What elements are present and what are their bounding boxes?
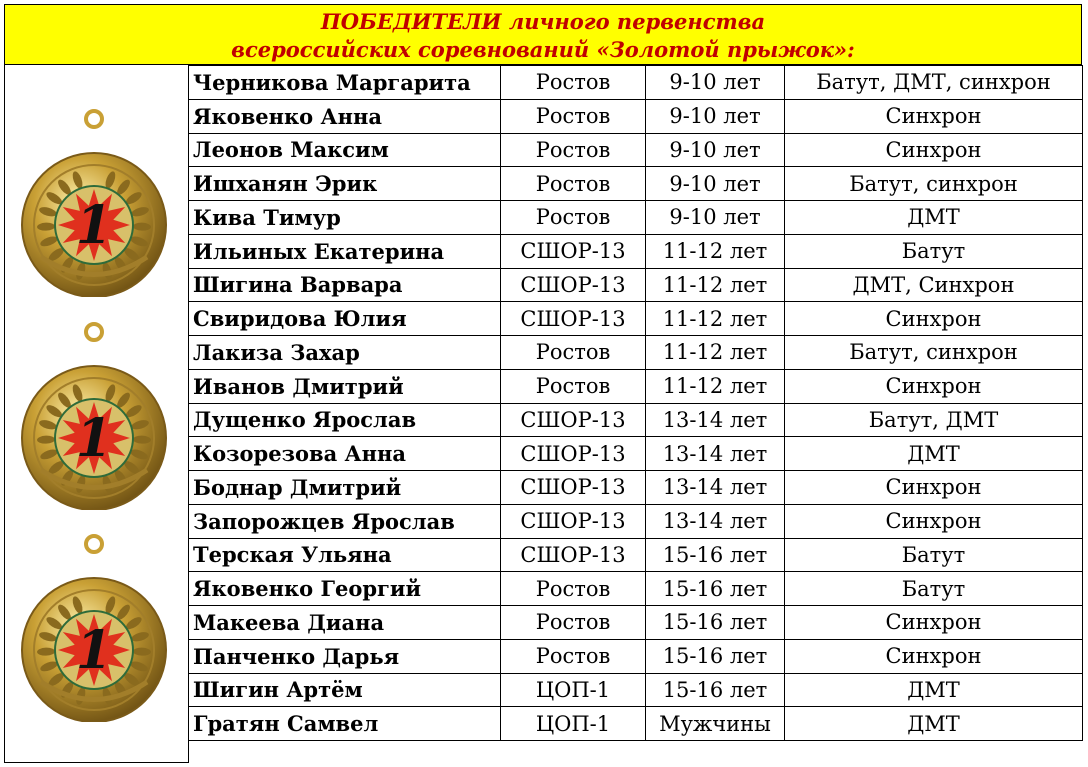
gold-medal-icon xyxy=(19,320,169,510)
club-cell: Ростов xyxy=(501,572,646,606)
table-row xyxy=(189,99,1083,133)
gold-medal-icon xyxy=(19,532,169,722)
winner-name: Иванов Дмитрий xyxy=(189,369,501,403)
club-cell: Ростов xyxy=(501,66,646,100)
winner-name: Дущенко Ярослав xyxy=(189,403,501,437)
winner-name: Ильиных Екатерина xyxy=(189,234,501,268)
winner-name: Макеева Диана xyxy=(189,606,501,640)
winner-name: Свиридова Юлия xyxy=(189,302,501,336)
winner-name: Боднар Дмитрий xyxy=(189,471,501,505)
age-group-cell: 13-14 лет xyxy=(646,403,785,437)
age-group-cell: 11-12 лет xyxy=(646,302,785,336)
table-row xyxy=(189,504,1083,538)
header-line-2: всероссийских соревнований «Золотой прыжок»: xyxy=(231,37,855,62)
club-cell: Ростов xyxy=(501,99,646,133)
age-group-cell: 9-10 лет xyxy=(646,201,785,235)
club-cell: Ростов xyxy=(501,336,646,370)
table-row xyxy=(189,471,1083,505)
discipline-cell: Батут xyxy=(785,572,1083,606)
club-cell: СШОР-13 xyxy=(501,403,646,437)
winner-name: Козорезова Анна xyxy=(189,437,501,471)
discipline-cell: Синхрон xyxy=(785,471,1083,505)
winners-table-body xyxy=(189,66,1083,741)
page-header xyxy=(4,4,1082,65)
winner-name: Лакиза Захар xyxy=(189,336,501,370)
club-cell: СШОР-13 xyxy=(501,268,646,302)
table-row xyxy=(189,336,1083,370)
discipline-cell: Батут, ДМТ, синхрон xyxy=(785,66,1083,100)
discipline-cell: Синхрон xyxy=(785,369,1083,403)
age-group-cell: 9-10 лет xyxy=(646,99,785,133)
table-row xyxy=(189,639,1083,673)
table-row xyxy=(189,302,1083,336)
winner-name: Шигина Варвара xyxy=(189,268,501,302)
winner-name: Терская Ульяна xyxy=(189,538,501,572)
age-group-cell: 13-14 лет xyxy=(646,504,785,538)
discipline-cell: Батут xyxy=(785,234,1083,268)
svg-text:1: 1 xyxy=(75,195,113,256)
age-group-cell: 11-12 лет xyxy=(646,234,785,268)
table-row xyxy=(189,268,1083,302)
winner-name: Шигин Артём xyxy=(189,673,501,707)
winner-name: Леонов Максим xyxy=(189,133,501,167)
table-row xyxy=(189,66,1083,100)
discipline-cell: ДМТ xyxy=(785,437,1083,471)
table-row xyxy=(189,234,1083,268)
club-cell: Ростов xyxy=(501,606,646,640)
club-cell: СШОР-13 xyxy=(501,437,646,471)
age-group-cell: 11-12 лет xyxy=(646,369,785,403)
age-group-cell: 15-16 лет xyxy=(646,572,785,606)
winner-name: Ишханян Эрик xyxy=(189,167,501,201)
age-group-cell: 15-16 лет xyxy=(646,606,785,640)
age-group-cell: 9-10 лет xyxy=(646,66,785,100)
club-cell: СШОР-13 xyxy=(501,538,646,572)
discipline-cell: ДМТ, Синхрон xyxy=(785,268,1083,302)
club-cell: СШОР-13 xyxy=(501,234,646,268)
age-group-cell: 15-16 лет xyxy=(646,673,785,707)
winner-name: Запорожцев Ярослав xyxy=(189,504,501,538)
winner-name: Кива Тимур xyxy=(189,201,501,235)
winner-name: Яковенко Анна xyxy=(189,99,501,133)
table-row xyxy=(189,403,1083,437)
table-row xyxy=(189,133,1083,167)
club-cell: Ростов xyxy=(501,639,646,673)
discipline-cell: Батут, синхрон xyxy=(785,167,1083,201)
age-group-cell: 13-14 лет xyxy=(646,437,785,471)
table-row xyxy=(189,673,1083,707)
table-row xyxy=(189,606,1083,640)
winner-name: Черникова Маргарита xyxy=(189,66,501,100)
discipline-cell: ДМТ xyxy=(785,707,1083,741)
discipline-cell: Синхрон xyxy=(785,133,1083,167)
club-cell: Ростов xyxy=(501,133,646,167)
age-group-cell: 15-16 лет xyxy=(646,538,785,572)
winner-name: Гратян Самвел xyxy=(189,707,501,741)
club-cell: Ростов xyxy=(501,369,646,403)
discipline-cell: Синхрон xyxy=(785,504,1083,538)
age-group-cell: 9-10 лет xyxy=(646,167,785,201)
winner-name: Яковенко Георгий xyxy=(189,572,501,606)
table-row xyxy=(189,369,1083,403)
discipline-cell: Батут, синхрон xyxy=(785,336,1083,370)
age-group-cell: 11-12 лет xyxy=(646,336,785,370)
discipline-cell: Синхрон xyxy=(785,99,1083,133)
discipline-cell: Синхрон xyxy=(785,606,1083,640)
discipline-cell: ДМТ xyxy=(785,673,1083,707)
age-group-cell: 13-14 лет xyxy=(646,471,785,505)
discipline-cell: Синхрон xyxy=(785,302,1083,336)
table-row xyxy=(189,201,1083,235)
header-line-1: ПОБЕДИТЕЛИ личного первенства xyxy=(320,9,766,34)
age-group-cell: 9-10 лет xyxy=(646,133,785,167)
winner-name: Панченко Дарья xyxy=(189,639,501,673)
medal-column xyxy=(4,65,189,763)
club-cell: Ростов xyxy=(501,201,646,235)
table-row xyxy=(189,538,1083,572)
table-row xyxy=(189,437,1083,471)
gold-medal-icon xyxy=(19,107,169,297)
winners-table xyxy=(188,65,1083,741)
club-cell: СШОР-13 xyxy=(501,504,646,538)
club-cell: СШОР-13 xyxy=(501,471,646,505)
club-cell: ЦОП-1 xyxy=(501,673,646,707)
table-row xyxy=(189,707,1083,741)
discipline-cell: Батут, ДМТ xyxy=(785,403,1083,437)
club-cell: ЦОП-1 xyxy=(501,707,646,741)
age-group-cell: Мужчины xyxy=(646,707,785,741)
table-row xyxy=(189,572,1083,606)
club-cell: Ростов xyxy=(501,167,646,201)
discipline-cell: Синхрон xyxy=(785,639,1083,673)
club-cell: СШОР-13 xyxy=(501,302,646,336)
age-group-cell: 15-16 лет xyxy=(646,639,785,673)
svg-text:1: 1 xyxy=(75,620,113,681)
svg-text:1: 1 xyxy=(75,408,113,469)
discipline-cell: ДМТ xyxy=(785,201,1083,235)
discipline-cell: Батут xyxy=(785,538,1083,572)
table-row xyxy=(189,167,1083,201)
age-group-cell: 11-12 лет xyxy=(646,268,785,302)
